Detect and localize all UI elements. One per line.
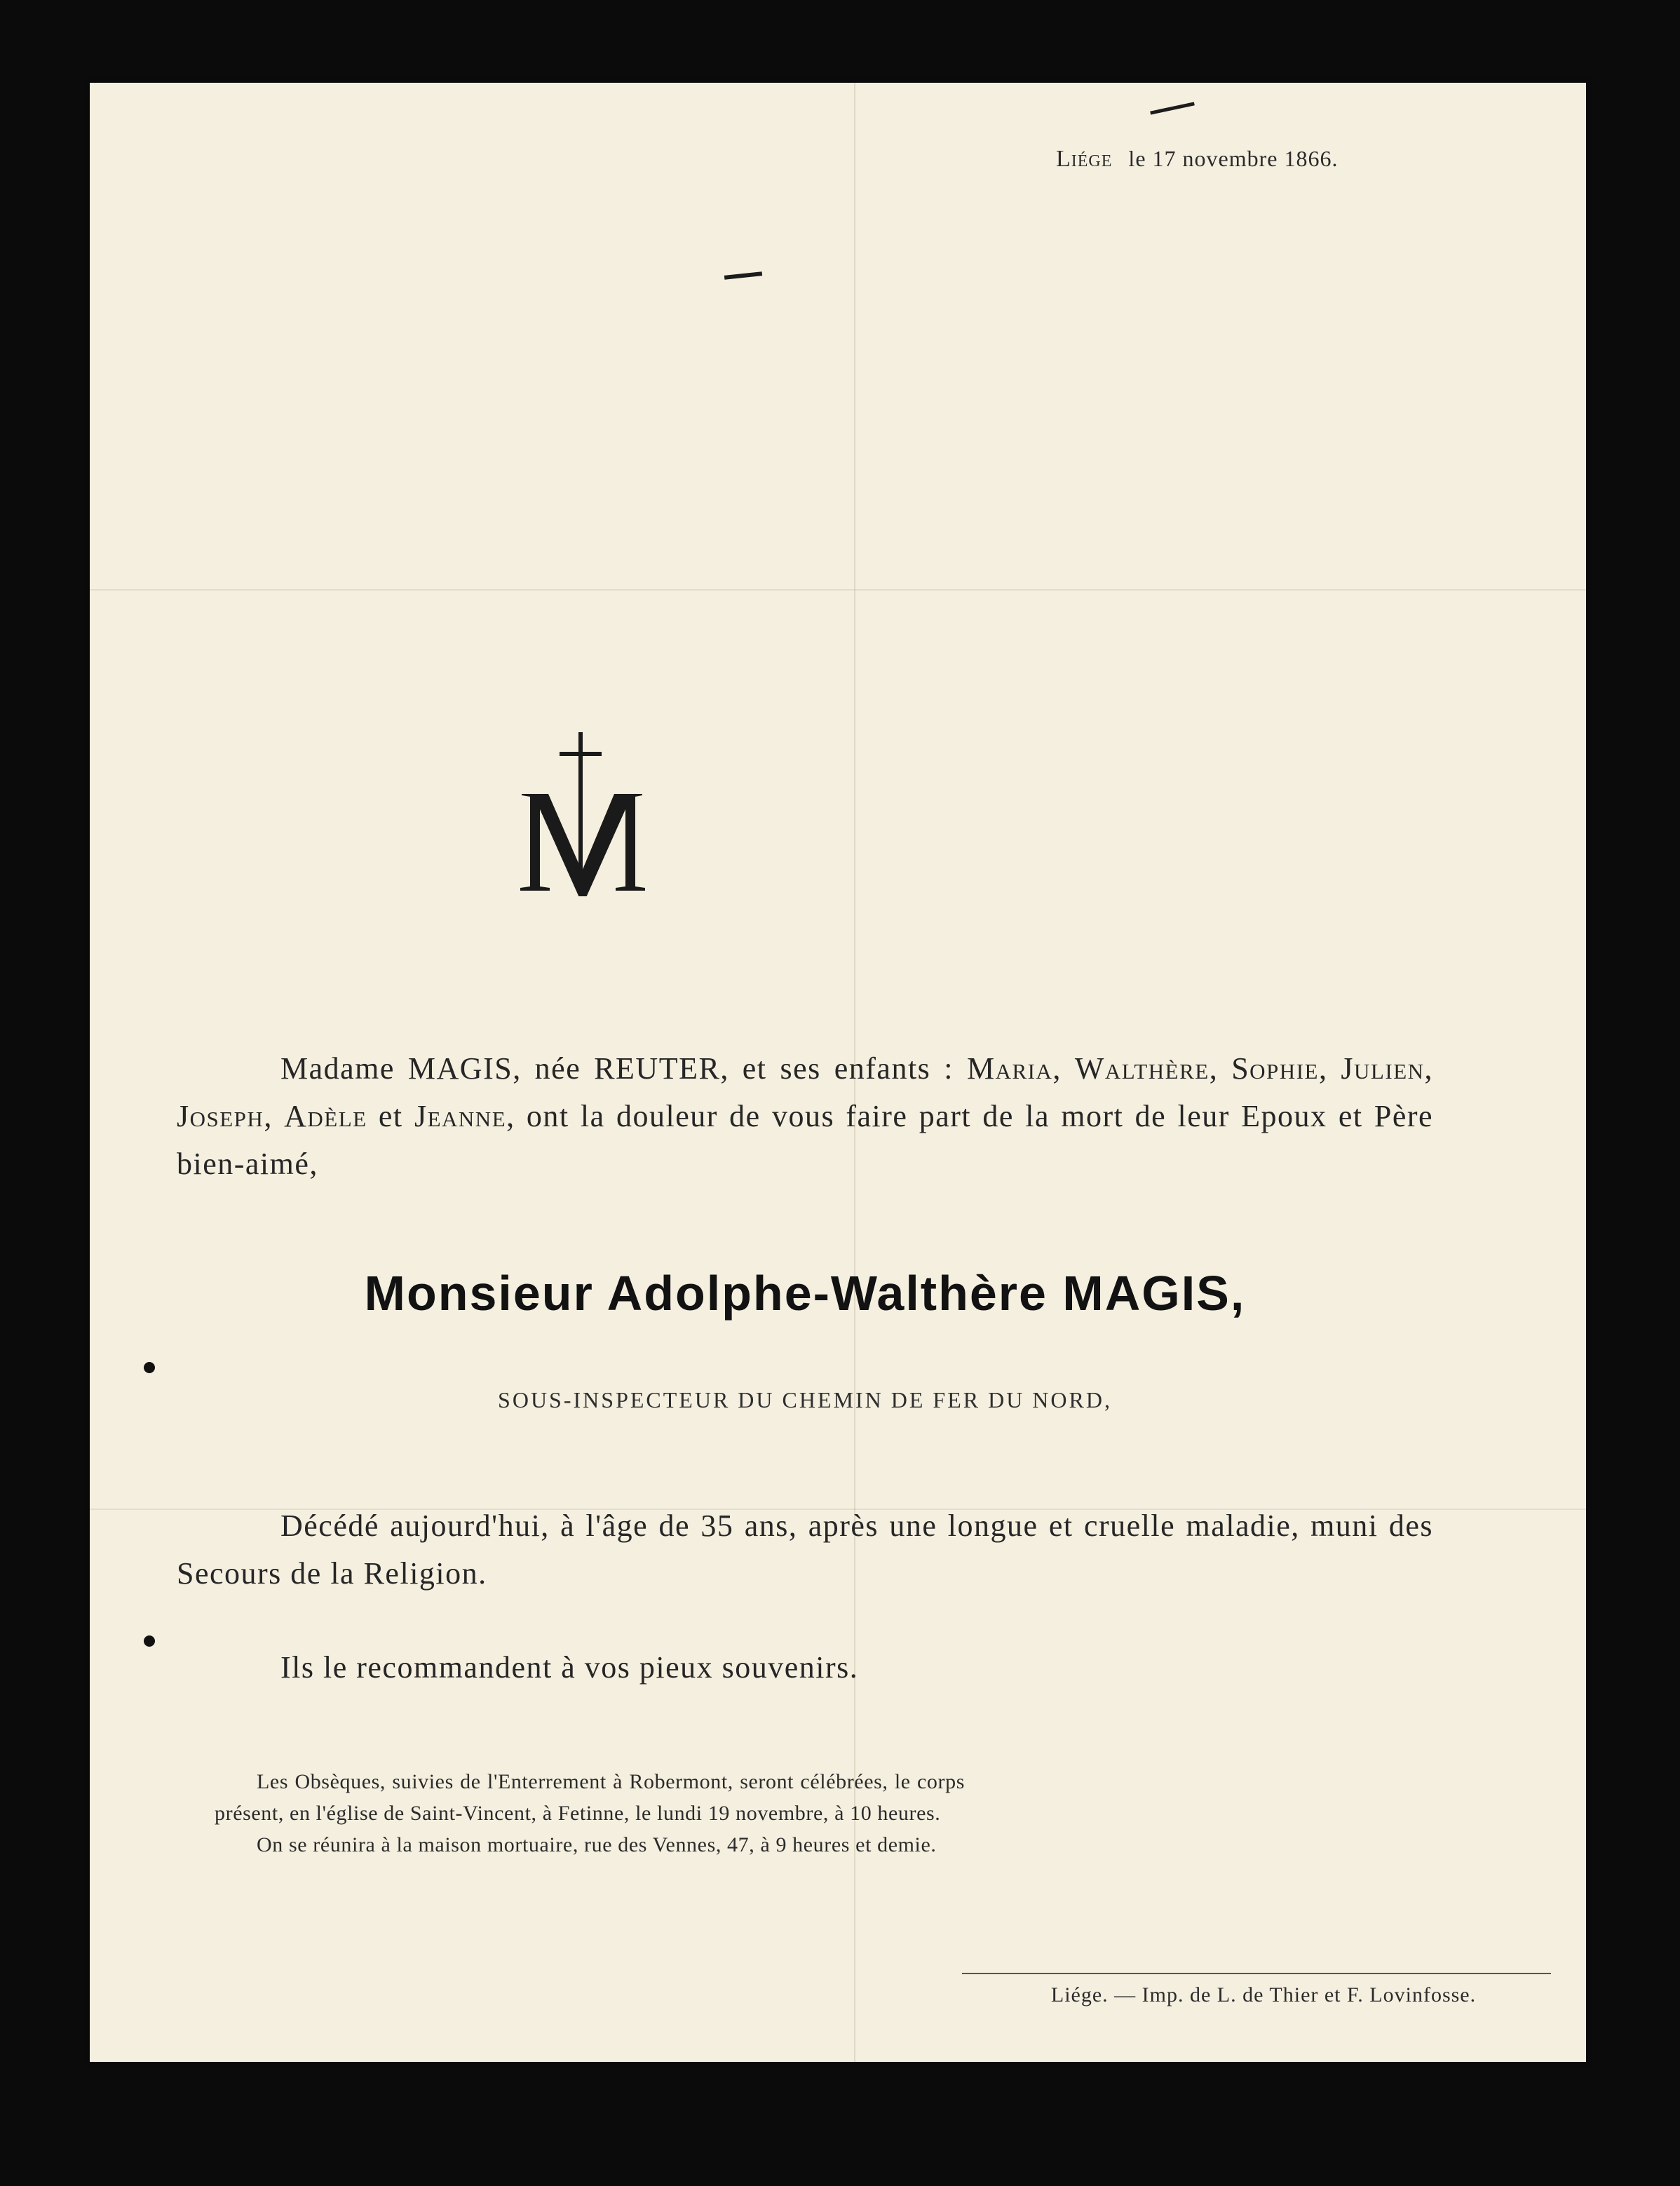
horizontal-fold-crease bbox=[90, 589, 1586, 591]
city: Liége bbox=[1056, 146, 1113, 172]
family-name: MAGIS bbox=[407, 1051, 513, 1086]
deceased-title: SOUS-INSPECTEUR DU CHEMIN DE FER DU NORD, bbox=[498, 1387, 1112, 1412]
child-name: Jeanne bbox=[414, 1099, 507, 1133]
printer-divider bbox=[962, 1973, 1551, 1974]
funeral-service: Les Obsèques, suivies de l'Enterrement à Robermont, seront célébrées, le corps présent, en l'église de Saint-Vincent, à Fetinne, le lundi 19 novembre, à 10 heures. bbox=[215, 1770, 965, 1825]
date: le 17 novembre 1866. bbox=[1128, 146, 1339, 171]
maiden-name: REUTER bbox=[594, 1051, 721, 1086]
pen-mark bbox=[724, 271, 762, 280]
announcement-paragraph: Madame MAGIS, née REUTER, et ses enfants : Maria, Walthère, Sophie, Julien, Joseph, Adèle et Jeanne, ont la douleur de vous faire part de la mort de leur Epoux et Père bien-aimé, bbox=[177, 1051, 1434, 1181]
child-name: Adèle bbox=[284, 1099, 367, 1133]
binder-hole bbox=[144, 1362, 155, 1373]
pen-mark bbox=[1150, 102, 1195, 114]
funeral-details bbox=[215, 1766, 965, 1861]
child-name: Walthère bbox=[1074, 1051, 1210, 1086]
printer-imprint: Liége. — Imp. de L. de Thier et F. Lovinfosse. bbox=[1050, 1983, 1477, 2006]
recommendation: Ils le recommandent à vos pieux souvenirs. bbox=[280, 1650, 859, 1685]
dateline bbox=[1056, 146, 1505, 173]
binder-hole bbox=[144, 1635, 155, 1647]
mourning-letter-sheet bbox=[90, 83, 1586, 2062]
child-name: Maria bbox=[966, 1051, 1053, 1086]
deceased-name: Monsieur Adolphe-Walthère MAGIS, bbox=[364, 1266, 1246, 1321]
child-name: Sophie bbox=[1231, 1051, 1319, 1086]
cross-monogram-icon bbox=[502, 728, 663, 896]
funeral-gathering: On se réunira à la maison mortuaire, rue des Vennes, 47, à 9 heures et demie. bbox=[257, 1833, 937, 1856]
child-name: Julien bbox=[1341, 1051, 1425, 1086]
child-name: Joseph bbox=[177, 1099, 264, 1133]
death-notice: Décédé aujourd'hui, à l'âge de 35 ans, après une longue et cruelle maladie, muni des Secours de la Religion. bbox=[177, 1509, 1433, 1591]
